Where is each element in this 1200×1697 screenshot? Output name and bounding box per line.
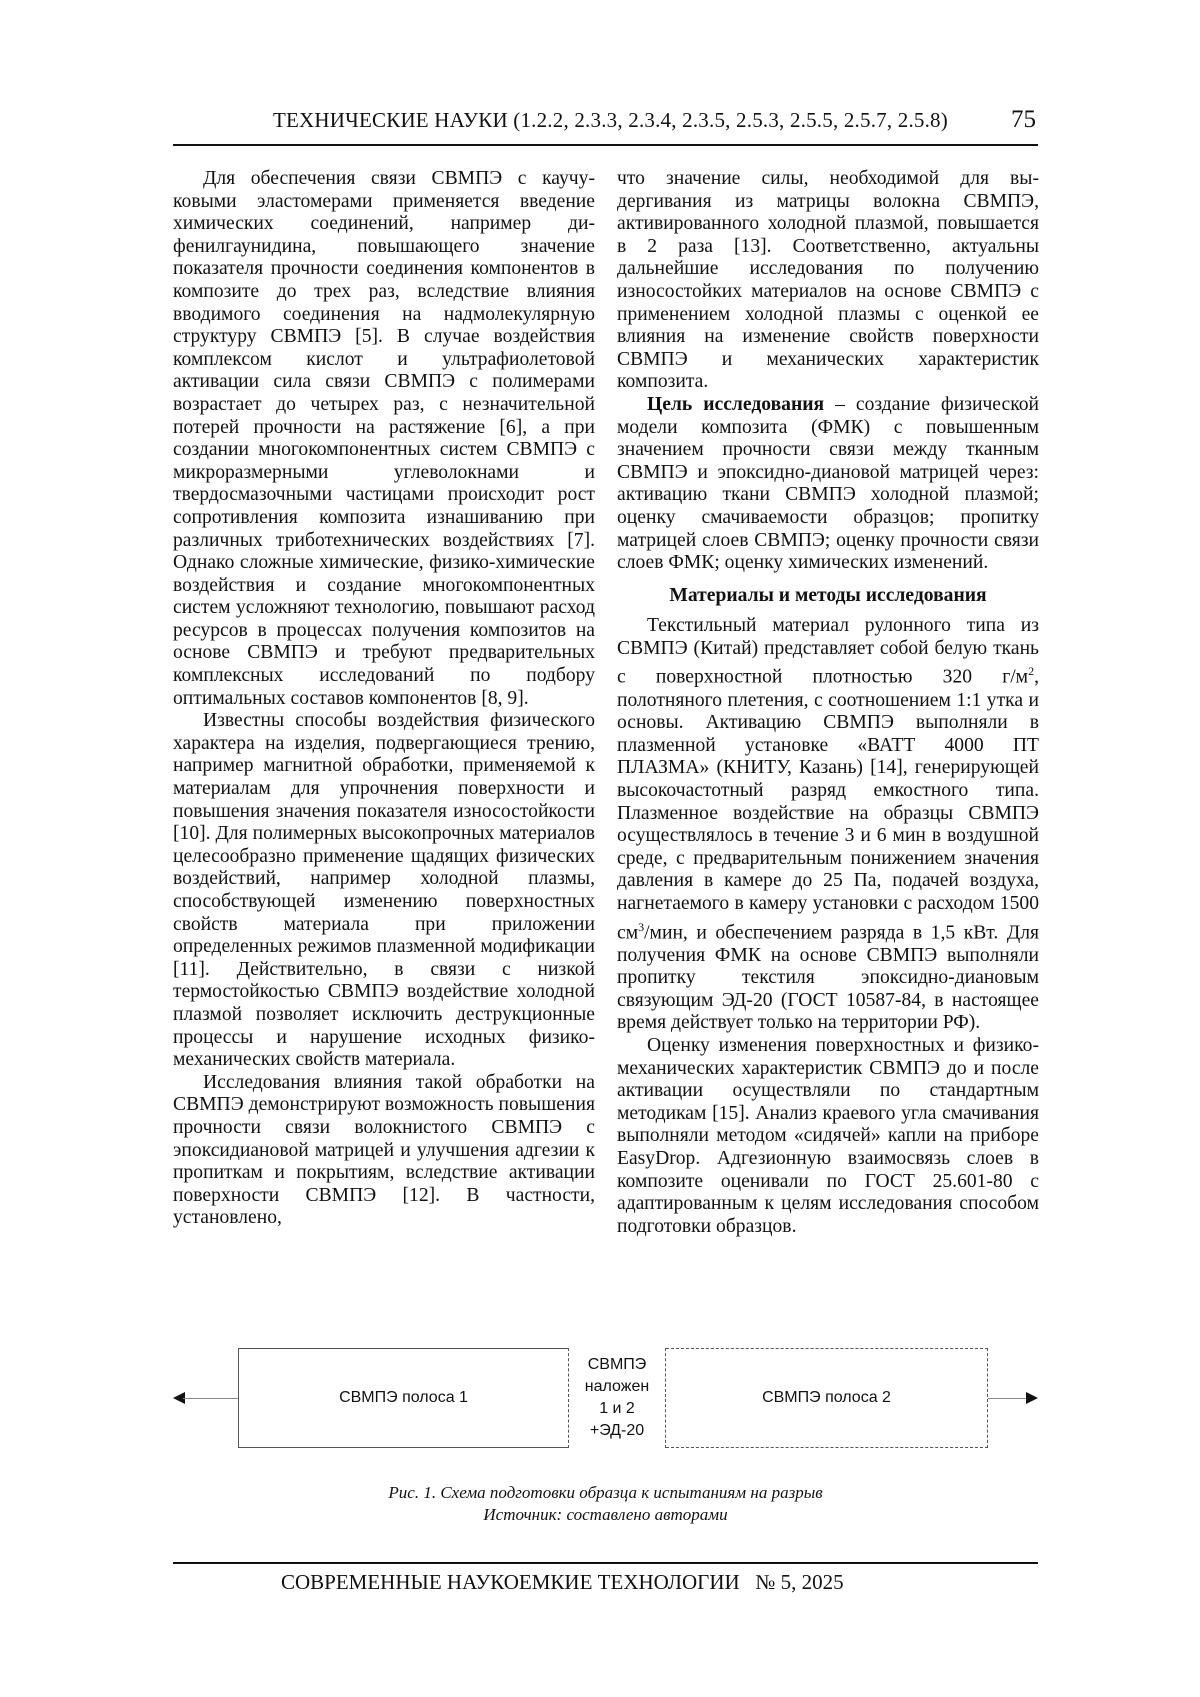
paragraph [617, 615, 1039, 1035]
text-run: /мин, и обеспечением разряда в 1,5 кВт. Для получения ФМК на основе СВМПЭ выполняли пропитку текстиля эпоксидно-диановым связующим ЭД-20 (ГОСТ 10587-84, в настоящее время действует только на территории РФ). [617, 922, 1039, 1034]
strip-1-box [238, 1348, 568, 1448]
paragraph: Исследования влияния такой обработки на СВМПЭ демонстрируют возможность повышения прочности связи волокнистого СВМПЭ с эпоксидиановой матрицей и улучшения адгезии к пропиткам и покрытиям, вследствие активации поверхности СВМПЭ [12]. В частности, установлено, [173, 1071, 595, 1229]
running-footer [173, 1562, 1038, 1594]
section-title: Материалы и методы исследования [669, 584, 987, 606]
right-arrow-icon [1026, 1392, 1038, 1404]
right-arrow-line [988, 1398, 1028, 1399]
figure-diagram [173, 1345, 1038, 1465]
paragraph: Оценку изменения поверхностных и физико-механических характеристик СВМПЭ до и после активации осуществляли по стандартным методикам [15]. Анализ краевого угла смачивания выполняли методом «сидячей» капли на приборе EasyDrop. Адгезионную взаимосвязь слоев в композите оценивали по ГОСТ 25.601-80 с адаптированным к целям исследования способом подготовки образцов. [617, 1035, 1039, 1237]
overlap-line-2: наложен [584, 1378, 650, 1395]
header-title: ТЕХНИЧЕСКИЕ НАУКИ (1.2.2, 2.3.3, 2.3.4, 2.3.5, 2.5.3, 2.5.5, 2.5.7, 2.5.8) [273, 108, 948, 132]
paragraph: Известны способы воздействия физического характера на изделия, подвергающиеся трению, например магнитной обработки, применяемой к материалам для упрочнения поверхности и повышения значения показателя износостойкости [10]. Для полимерных высокопрочных материалов целесообразно применение щадящих физических воздействий, например холодной плазмы, способствующей изменению поверхностных свойств материала при приложении определенных режимов плазменной модификации [11]. Действительно, в связи с низкой термостойкостью СВМПЭ воздействие холодной плазмой позволяет исключить деструкционные процессы и нарушение исходных физико-механических свойств материала. [173, 710, 595, 1071]
superscript: 3 [638, 919, 645, 934]
figure-caption [173, 1482, 1038, 1526]
right-column [617, 168, 1039, 1238]
text-run: , полотняного плетения, с соотношением 1:1 утка и основы. Активацию СВМПЭ выполняли в плазменной установке «ВАТТ 4000 ПТ ПЛАЗМА» (КНИТУ, Казань) [14], генерирующей высокочастотный разряд емкостного типа. Плазменное воздействие на образцы СВМПЭ осуществлялось в течение 3 и 6 мин в воздушной среде, с предварительным понижением значения давления в камере до 25 Па, подачей воздуха, нагнетаемого в камеру установки с расходом 1500 см [617, 667, 1039, 944]
goal-text: – создание физической модели композита (ФМК) с повышенным значением прочности связи между тканным СВМПЭ и эпоксидно-диановой матрицей через: активацию ткани СВМПЭ холодной плазмой; оценку смачиваемости образцов; пропитку матрицей слоев СВМПЭ; оценку прочности связи слоев ФМК; оценку химических изменений. [617, 393, 1039, 574]
overlap-line-1: СВМПЭ [587, 1356, 647, 1373]
page-number: 75 [1011, 106, 1036, 133]
footer-text: СОВРЕМЕННЫЕ НАУКОЕМКИЕ ТЕХНОЛОГИИ № 5, 2025 [281, 1570, 844, 1594]
caption-source: Источник: составлено авторами [483, 1505, 728, 1524]
strip-1-label: СВМПЭ полоса 1 [339, 1389, 468, 1406]
overlap-line-4: +ЭД-20 [589, 1422, 645, 1439]
overlap-line-3: 1 и 2 [599, 1400, 635, 1417]
left-column [173, 168, 595, 1230]
text-run: Текстильный материал рулонного типа из СВМПЭ (Китай) представляет собой белую ткань с поверхностной плотностью 320 г/м [617, 615, 1039, 688]
goal-paragraph [617, 394, 1039, 575]
paragraph: Для обеспечения связи СВМПЭ с каучуковыми эластомерами применяется введение химических соединений, например дифенилгаунидина, повышающего значение показателя прочности соединения компонентов в композите до трех раз, вследствие влияния вводимого соединения на надмолекулярную структуру СВМПЭ [5]. В случае воздействия комплексом кислот и ультрафиолетовой активации сила связи СВМПЭ с полимерами возрастает до четырех раз, с незначительной потерей прочности на растяжение [6], а при создании многокомпонентных систем СВМПЭ с микроразмерными углеволокнами и твердосмазочными частицами происходит рост сопротивления композита изнашиванию при различных триботехнических воздействиях [7]. Однако сложные химические, физико-химические воздействия и создание многокомпонентных систем усложняют технологию, повышают расход ресурсов в процессах получения композитов на основе СВМПЭ и требуют предварительных комплексных исследований по подбору оптимальных составов компонентов [8, 9]. [173, 168, 595, 709]
overlap-box [568, 1348, 666, 1448]
strip-2-label: СВМПЭ полоса 2 [762, 1389, 891, 1406]
caption-title: Рис. 1. Схема подготовки образца к испытаниям на разрыв [388, 1483, 823, 1502]
running-header [173, 108, 1038, 146]
goal-label: Цель исследования [647, 393, 825, 415]
left-arrow-line [183, 1398, 238, 1399]
strip-2-box [666, 1348, 988, 1448]
paragraph: что значение силы, необходимой для выдергивания из матрицы волокна СВМПЭ, активированного холодной плазмой, повышается в 2 раза [13]. Соответственно, актуальны дальнейшие исследования по получению износостойких материалов на основе СВМПЭ с применением холодной плазмы с оценкой ее влияния на изменение свойств поверхности СВМПЭ и механических характеристик композита. [617, 168, 1039, 393]
superscript: 2 [1028, 664, 1035, 679]
